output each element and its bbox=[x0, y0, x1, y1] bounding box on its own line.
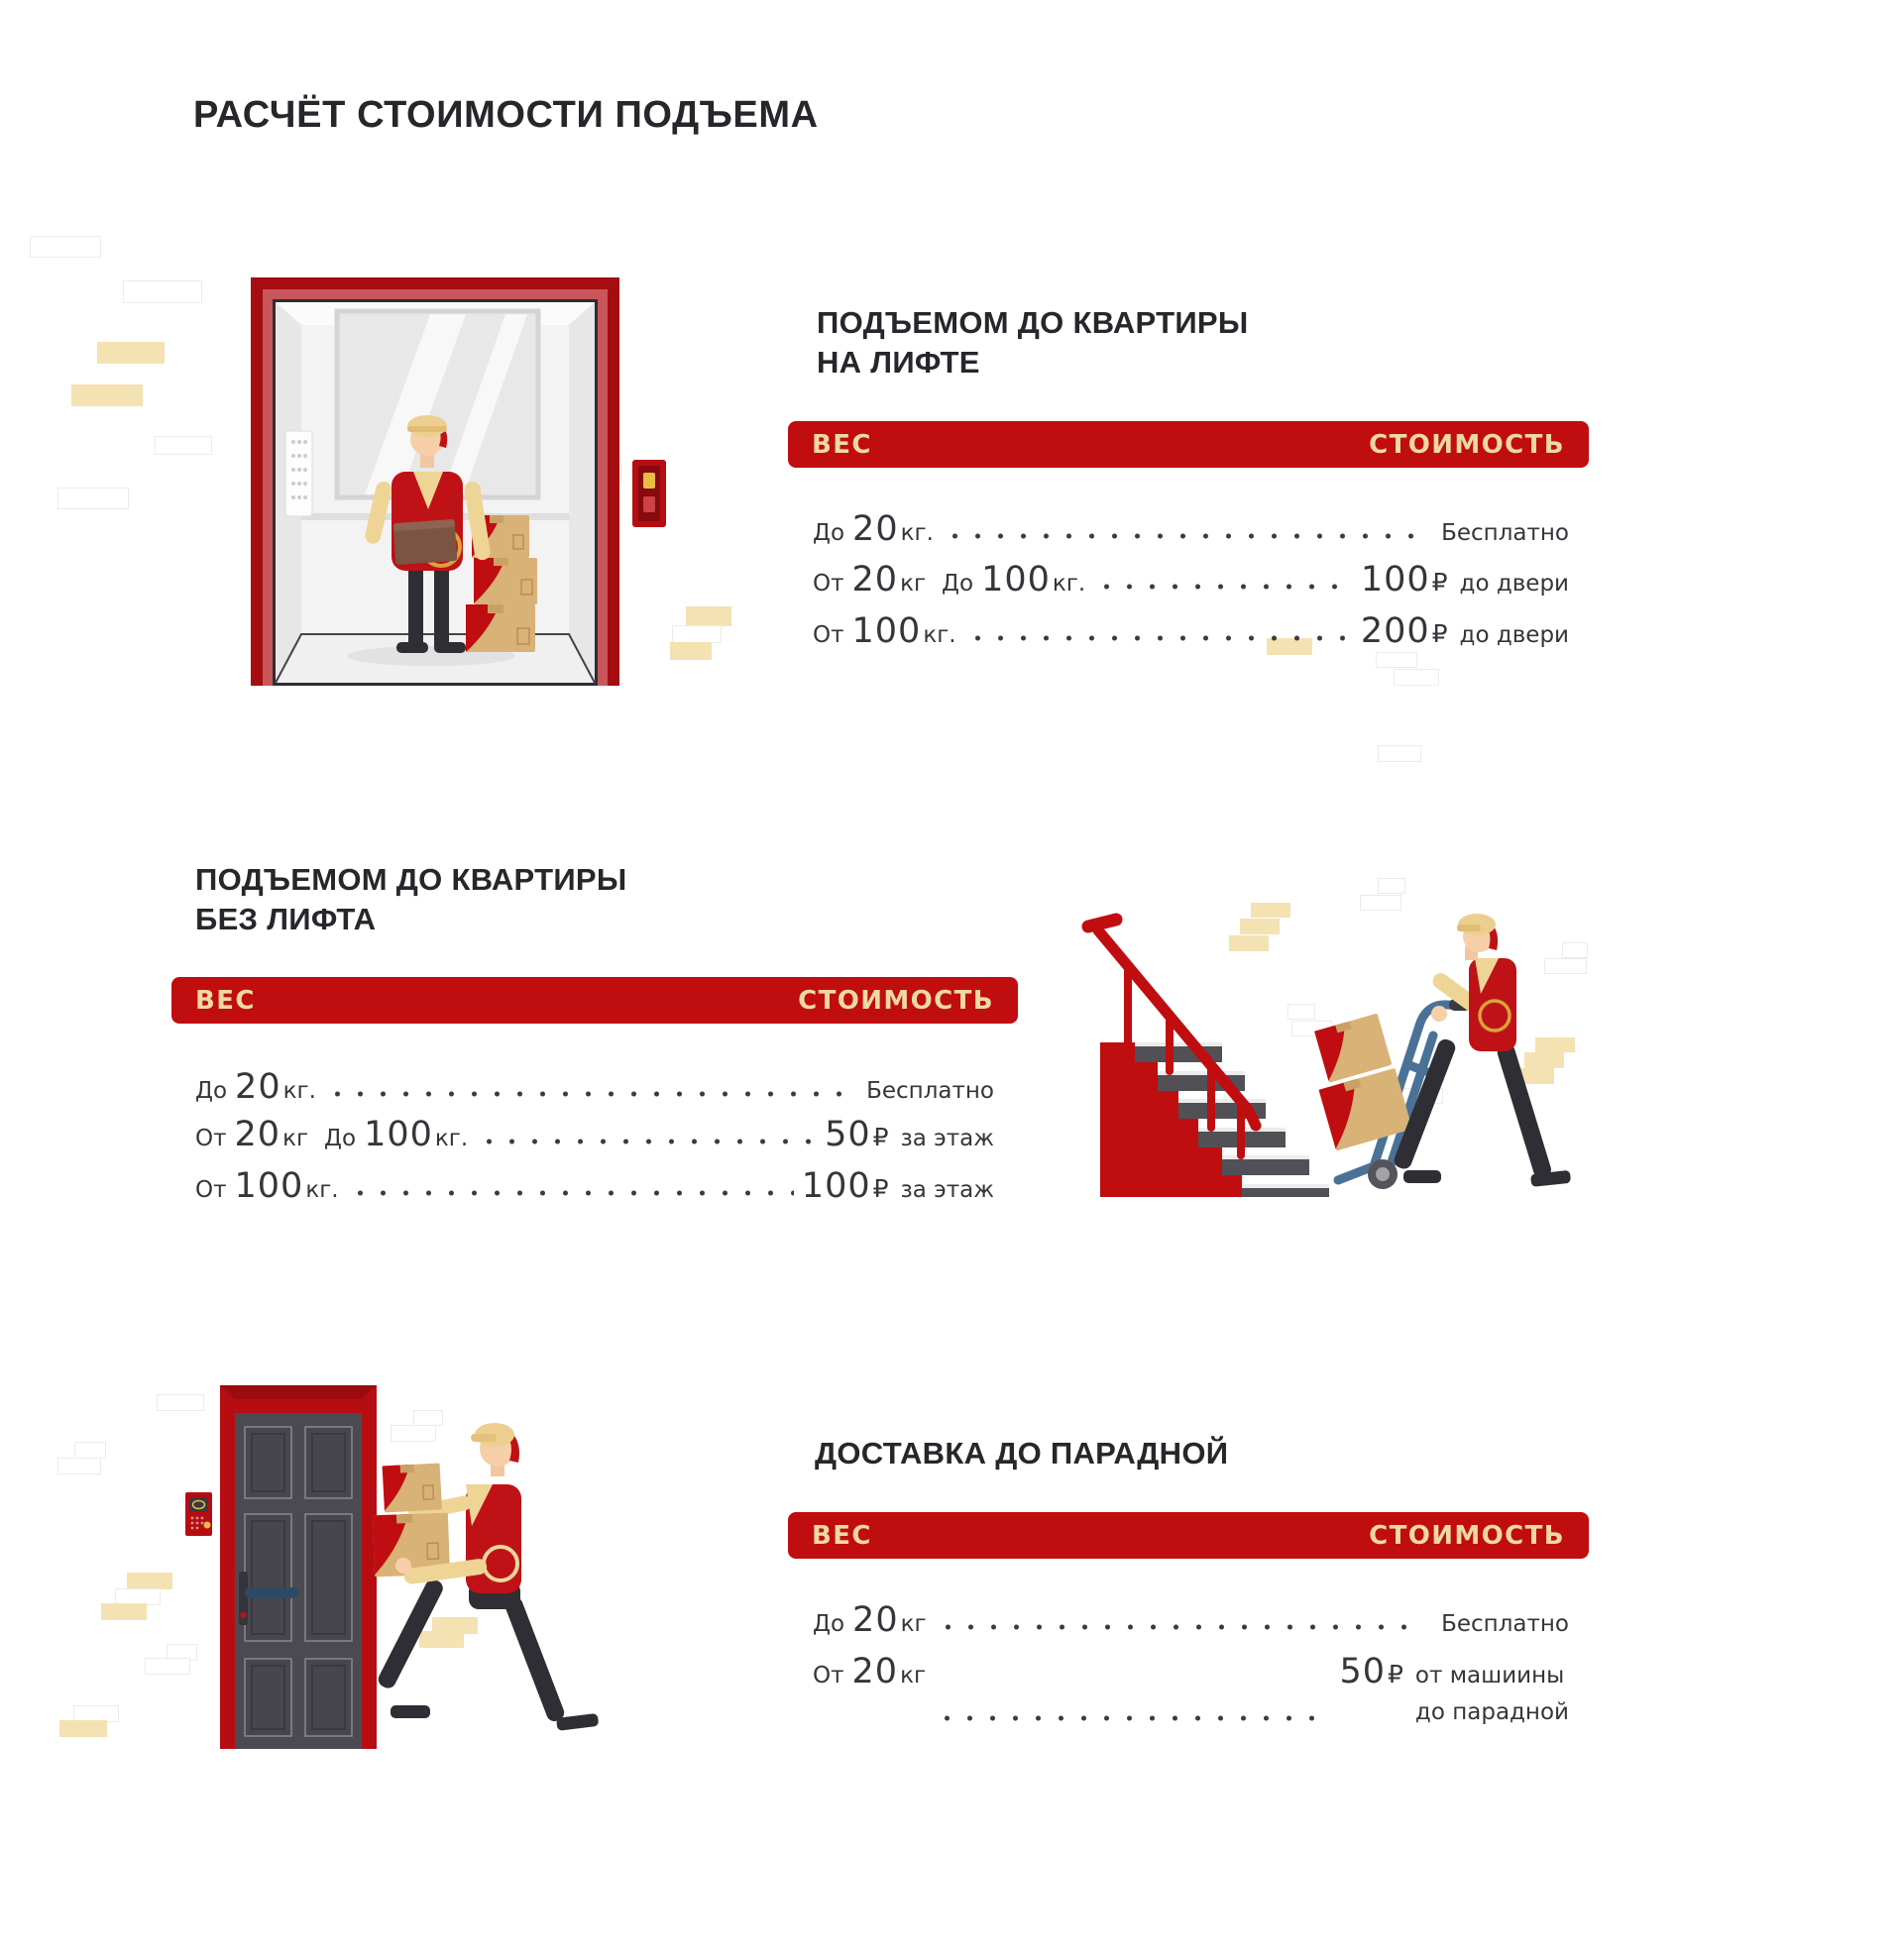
table-row: От 100 кг. 100 ₽ за этаж bbox=[195, 1166, 994, 1206]
courier-figure bbox=[373, 1423, 599, 1731]
table-row: От 100 кг. 200 ₽ до двери bbox=[813, 611, 1569, 651]
price-suffix-two-lines: от машиины до парадной bbox=[1414, 1663, 1569, 1725]
page-title: РАСЧЁТ СТОИМОСТИ ПОДЪЕМА bbox=[193, 94, 819, 136]
brick-decoration bbox=[123, 280, 202, 303]
table-row: До 20 кг. Бесплатно bbox=[195, 1067, 994, 1107]
brick-decoration bbox=[57, 488, 129, 509]
dotted-leader bbox=[966, 634, 1353, 642]
elevator-call-button bbox=[632, 460, 666, 527]
table-row: От 20 кг До 100 кг. 50 ₽ за этаж bbox=[195, 1115, 994, 1154]
dotted-leader bbox=[349, 1189, 794, 1197]
ruble-sign: ₽ bbox=[1388, 1660, 1403, 1688]
dotted-leader bbox=[478, 1138, 817, 1145]
table-row: От 20 кг 50 ₽ от машиины до парадной bbox=[813, 1652, 1569, 1731]
ruble-sign: ₽ bbox=[872, 1123, 889, 1151]
ruble-sign: ₽ bbox=[1431, 619, 1448, 648]
section-lift-table-header bbox=[788, 421, 1589, 468]
section-no-lift-table-header bbox=[171, 977, 1018, 1024]
table-row: От 20 кг До 100 кг. 100 ₽ до двери bbox=[813, 560, 1569, 599]
ruble-sign: ₽ bbox=[872, 1174, 889, 1203]
dotted-leader bbox=[1095, 583, 1353, 591]
hand-truck bbox=[1303, 999, 1471, 1189]
section-entrance-table-header bbox=[788, 1512, 1589, 1559]
section-lift-heading: ПОДЪЕМОМ ДО КВАРТИРЫ НА ЛИФТЕ bbox=[817, 305, 1249, 380]
staircase bbox=[1088, 920, 1329, 1197]
brick-decoration bbox=[1378, 745, 1421, 762]
column-price-label: СТОИМОСТЬ bbox=[798, 985, 994, 1016]
brick-decoration bbox=[1376, 652, 1417, 668]
hand-truck-boxes bbox=[1303, 1013, 1413, 1150]
table-row: До 20 кг Бесплатно bbox=[813, 1600, 1569, 1640]
entrance-door-courier-illustration bbox=[55, 1377, 649, 1764]
dotted-leader bbox=[937, 1623, 1424, 1631]
brick-decoration bbox=[30, 236, 101, 258]
dotted-leader bbox=[936, 1714, 1331, 1722]
column-price-label: СТОИМОСТЬ bbox=[1369, 1520, 1565, 1551]
column-price-label: СТОИМОСТЬ bbox=[1369, 429, 1565, 460]
table-row: До 20 кг. Бесплатно bbox=[813, 509, 1569, 549]
column-weight-label: ВЕС bbox=[812, 429, 872, 460]
brick-decoration bbox=[1394, 669, 1439, 686]
cabin-button-panel bbox=[285, 431, 312, 516]
brick-decoration bbox=[71, 384, 143, 406]
ruble-sign: ₽ bbox=[1431, 568, 1448, 597]
intercom-icon bbox=[185, 1492, 212, 1536]
carried-boxes bbox=[373, 1463, 450, 1577]
section-entrance-heading: ДОСТАВКА ДО ПАРАДНОЙ bbox=[815, 1436, 1229, 1470]
dotted-leader bbox=[944, 532, 1423, 540]
courier-figure bbox=[1392, 914, 1571, 1187]
elevator-mirror bbox=[337, 311, 538, 497]
elevator-courier-illustration bbox=[238, 277, 684, 689]
column-weight-label: ВЕС bbox=[812, 1520, 872, 1551]
dotted-leader bbox=[326, 1090, 848, 1098]
brick-decoration bbox=[686, 606, 731, 626]
door bbox=[235, 1413, 362, 1749]
section-no-lift-heading: ПОДЪЕМОМ ДО КВАРТИРЫ БЕЗ ЛИФТА bbox=[195, 862, 627, 936]
brick-decoration bbox=[155, 436, 212, 455]
column-weight-label: ВЕС bbox=[195, 985, 256, 1016]
brick-decoration bbox=[97, 342, 165, 364]
stairs-hand-truck-illustration bbox=[1070, 887, 1625, 1214]
